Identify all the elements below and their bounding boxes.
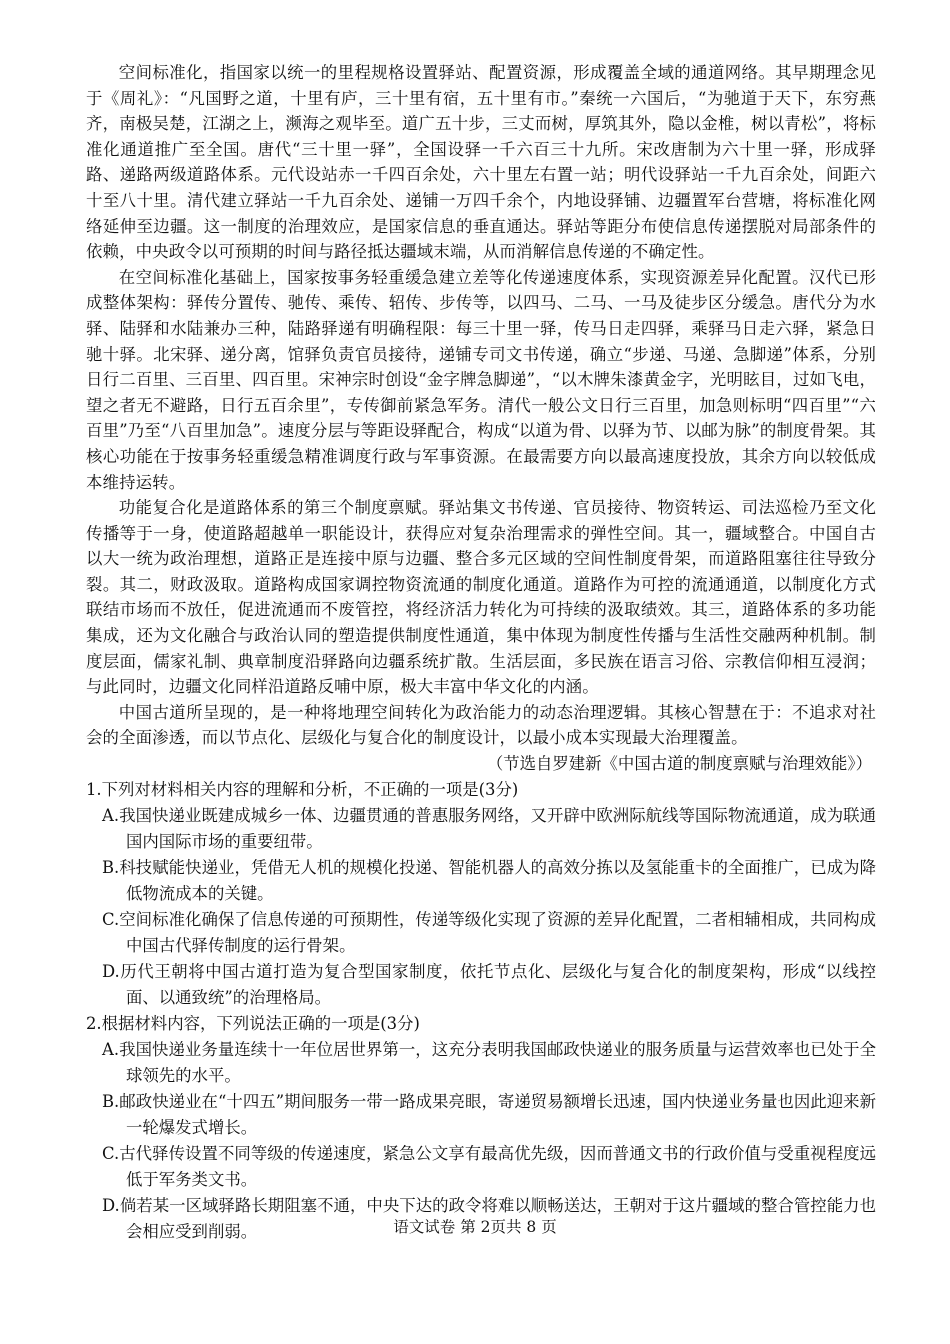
reading-passage: [86, 60, 876, 777]
question-1-option-d: D.历代王朝将中国古道打造为复合型国家制度，依托节点化、层级化与复合化的制度架构，形成“以线控面、以通致统”的治理格局。: [102, 961, 876, 1007]
question-2-stem: 2.根据材料内容，下列说法正确的一项是(3分): [86, 1013, 420, 1033]
page-footer: 语文试卷 第 2页共 8 页: [393, 1218, 557, 1236]
passage-paragraph-1: 空间标准化，指国家以统一的里程规格设置驿站、配置资源，形成覆盖全域的通道网络。其早期理念见于《周礼》：“凡国野之道，十里有庐，三十里有宿，五十里有市。”秦统一六国后，“为驰道于天下，东穷燕齐，南极吴楚，江湖之上，濒海之观毕至。道广五十步，三丈而树，厚筑其外，隐以金椎，树以青松”，将标准化通道推广至全国。唐代“三十里一驿”，全国设驿一千六百三十九所。宋改唐制为六十里一驿，形成驿路、递路两级道路体系。元代设站赤一千四百余处，六十里左右置一站；明代设驿站一千九百余处，间距六十至八十里。清代建立驿站一千九百余处、递铺一万四千余个，内地设驿铺、边疆置军台营塘，将标准化网络延伸至边疆。这一制度的治理效应，是国家信息的垂直通达。驿站等距分布使信息传递摆脱对局部条件的依赖，中央政令以可预期的时间与路径抵达疆域末端，从而消解信息传递的不确定性。: [86, 63, 876, 262]
question-2-option-d: D.倘若某一区域驿路长期阻塞不通，中央下达的政令将难以顺畅送达，王朝对于这片疆域的整合管控能力也会相应受到削弱。: [102, 1195, 876, 1241]
passage-paragraph-3: 功能复合化是道路体系的第三个制度禀赋。驿站集文书传递、官员接待、物资转运、司法巡检乃至文化传播等于一身，使道路超越单一职能设计，获得应对复杂治理需求的弹性空间。其一，疆域整合。中国自古以大一统为政治理想，道路正是连接中原与边疆、整合多元区域的空间性制度骨架，而道路阻塞往往导致分裂。其二，财政汲取。道路构成国家调控物资流通的制度化通道。道路作为可控的流通通道，以制度化方式联结市场而不放任，促进流通而不废管控，将经济活力转化为可持续的汲取绩效。其三，道路体系的多功能集成，还为文化融合与政治认同的塑造提供制度性通道，集中体现为制度性传播与生活性交融两种机制。制度层面，儒家礼制、典章制度沿驿路向边疆系统扩散。生活层面，多民族在语言习俗、宗教信仰相互浸润；与此同时，边疆文化同样沿道路反哺中原，极大丰富中华文化的内涵。: [86, 498, 876, 697]
exam-page-content: [86, 60, 876, 1245]
question-2-option-b: B.邮政快递业在“十四五”期间服务一带一路成果亮眼，寄递贸易额增长迅速，国内快递业务量也因此迎来新一轮爆发式增长。: [102, 1091, 876, 1137]
question-2: [86, 1011, 876, 1245]
question-1-option-c: C.空间标准化确保了信息传递的可预期性，传递等级化实现了资源的差异化配置，二者相辅相成，共同构成中国古代驿传制度的运行骨架。: [102, 909, 876, 955]
question-2-option-a: A.我国快递业务量连续十一年位居世界第一，这充分表明我国邮政快递业的服务质量与运营效率也已处于全球领先的水平。: [102, 1039, 876, 1085]
passage-paragraph-4: 中国古道所呈现的，是一种将地理空间转化为政治能力的动态治理逻辑。其核心智慧在于：不追求对社会的全面渗透，而以节点化、层级化与复合化的制度设计，以最小成本实现最大治理覆盖。: [86, 702, 876, 748]
question-1-stem: 1.下列对材料相关内容的理解和分析，不正确的一项是(3分): [86, 779, 519, 799]
question-1: [86, 777, 876, 1011]
question-1-option-b: B.科技赋能快递业，凭借无人机的规模化投递、智能机器人的高效分拣以及氢能重卡的全面推广，已成为降低物流成本的关键。: [102, 857, 876, 903]
passage-paragraph-2: 在空间标准化基础上，国家按事务轻重缓急建立差等化传递速度体系，实现资源差异化配置。汉代已形成整体架构：驿传分置传、驰传、乘传、轺传、步传等，以四马、二马、一马及徒步区分缓急。唐代分为水驿、陆驿和水陆兼办三种，陆路驿递有明确程限：每三十里一驿，传马日走四驿，乘驿马日走六驿，紧急日驰十驿。北宋驿、递分离，馆驿负责官员接待，递铺专司文书传递，确立“步递、马递、急脚递”体系，分别日行二百里、三百里、四百里。宋神宗时创设“金字牌急脚递”，“以木牌朱漆黄金字，光明眩目，过如飞电，望之者无不避路，日行五百余里”，专传御前紧急军务。清代一般公文日行三百里，加急则标明“四百里”“六百里”乃至“八百里加急”。速度分层与等距设驿配合，构成“以道为骨、以驿为节、以邮为脉”的制度骨架。其核心功能在于按事务轻重缓急精准调度行政与军事资源。在最需要方向以最高速度投放，其余方向以较低成本维持运转。: [86, 267, 876, 492]
passage-source: （节选自罗建新《中国古道的制度禀赋与治理效能》）: [486, 754, 872, 774]
question-2-option-c: C.古代驿传设置不同等级的传递速度，紧急公文享有最高优先级，因而普通文书的行政价值与受重视程度远低于军务类文书。: [102, 1143, 876, 1189]
question-1-option-a: A.我国快递业既建成城乡一体、边疆贯通的普惠服务网络，又开辟中欧洲际航线等国际物流通道，成为联通国内国际市场的重要纽带。: [102, 805, 876, 851]
